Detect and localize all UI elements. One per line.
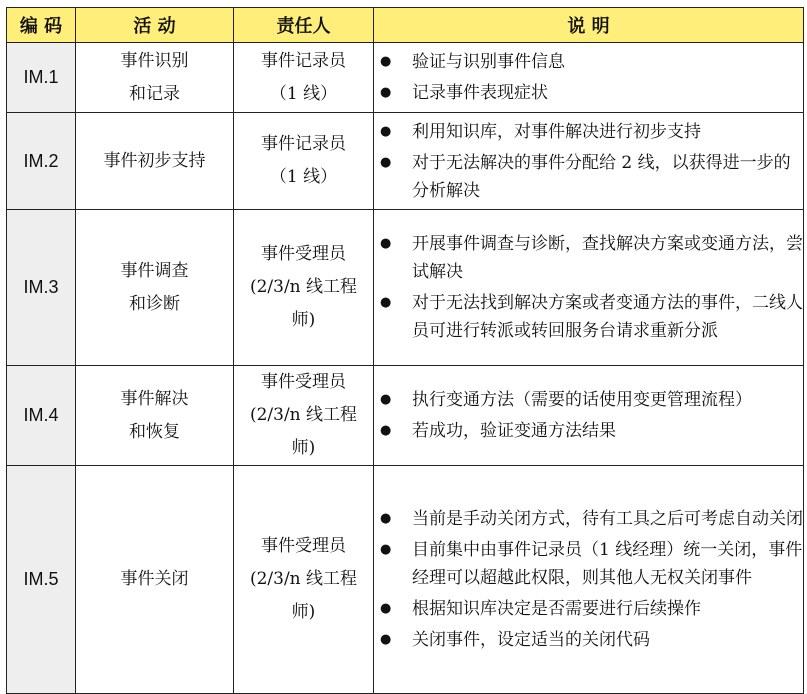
row-activity [76,43,234,113]
row-owner [234,466,374,694]
bullet-icon: ● [380,123,392,139]
bullet-icon: ● [380,511,392,526]
owner-line: 事件记录员 [261,50,346,71]
bullet-item [374,417,803,445]
owner-line: (2/3/n 线工程 [249,569,358,589]
table-row [7,466,804,694]
row-description [374,43,804,113]
row-owner [234,43,374,113]
row-code: IM.2 [7,113,76,210]
row-code: IM.4 [7,366,76,466]
activity-line: 事件识别 [120,50,189,71]
bullet-item [374,505,803,533]
owner-line: 师) [291,602,316,622]
activity-line: 事件初步支持 [103,150,206,171]
owner-line: (2/3/n 线工程 [249,277,358,297]
bullet-item [374,79,803,107]
bullet-text: 根据知识库决定是否需要进行后续操作 [412,599,701,619]
bullet-item [374,386,803,414]
row-description [374,210,804,366]
bullet-icon: ● [380,392,392,407]
bullet-text: 目前集中由事件记录员（1 线经理）统一关闭，事件经理可以超越此权限，则其他人无权关闭事件 [412,540,803,588]
bullet-item [374,595,803,623]
row-code: IM.1 [7,43,76,113]
activity-line: 事件解决 [120,388,189,409]
row-activity [76,113,234,210]
bullet-item [374,536,803,592]
owner-line: 师) [291,438,316,458]
bullet-item [374,149,803,205]
owner-line: 事件记录员 [261,134,346,154]
bullet-icon: ● [380,423,392,438]
bullet-text: 验证与识别事件信息 [412,52,565,72]
owner-line: （1 线） [269,83,338,104]
row-activity [76,466,234,694]
header-activity: 活 动 [76,8,234,43]
table-row [7,43,804,113]
bullet-text: 关闭事件，设定适当的关闭代码 [412,630,650,650]
activity-line: 和记录 [129,83,180,104]
owner-line: 师) [291,310,316,330]
bullet-list [374,118,803,205]
bullet-text: 利用知识库，对事件解决进行初步支持 [412,121,701,142]
bullet-text: 记录事件表现症状 [412,83,548,103]
owner-line: （1 线） [269,167,338,187]
bullet-text: 当前是手动关闭方式，待有工具之后可考虑自动关闭 [412,509,803,529]
bullet-text: 对于无法解决的事件分配给 2 线，以获得进一步的分析解决 [412,152,791,201]
owner-line: 事件受理员 [261,244,346,264]
row-owner [234,366,374,466]
header-description: 说 明 [374,8,804,43]
row-description [374,113,804,210]
bullet-item [374,289,803,345]
activity-line: 事件关闭 [120,569,189,589]
activity-line: 和诊断 [129,293,180,314]
bullet-icon: ● [380,601,392,616]
bullet-icon: ● [380,295,392,310]
bullet-icon: ● [380,154,392,170]
bullet-icon: ● [380,236,392,251]
table-row [7,210,804,366]
bullet-text: 开展事件调查与诊断，查找解决方案或变通方法，尝试解决 [412,234,803,282]
row-code: IM.5 [7,466,76,694]
row-activity [76,366,234,466]
bullet-icon: ● [380,54,392,69]
activity-line: 事件调查 [120,260,189,281]
table-row [7,113,804,210]
owner-line: 事件受理员 [261,536,346,556]
activity-line: 和恢复 [129,421,180,442]
row-activity [76,210,234,366]
bullet-text: 对于无法找到解决方案或者变通方法的事件，二线人员可进行转派或转回服务台请求重新分派 [412,293,803,341]
row-description [374,366,804,466]
header-owner: 责任人 [234,8,374,43]
bullet-icon: ● [380,632,392,647]
owner-line: (2/3/n 线工程 [249,405,358,425]
incident-management-table [6,7,804,694]
bullet-text: 若成功，验证变通方法结果 [412,421,616,441]
bullet-list [374,230,803,345]
bullet-icon: ● [380,85,392,100]
bullet-item [374,118,803,146]
row-code: IM.3 [7,210,76,366]
bullet-item [374,626,803,654]
bullet-item [374,230,803,286]
row-owner [234,210,374,366]
bullet-text: 执行变通方法（需要的话使用变更管理流程） [412,390,752,410]
bullet-list [374,505,803,654]
owner-line: 事件受理员 [261,372,346,392]
table-row [7,366,804,466]
header-row [7,8,804,43]
bullet-list [374,48,803,107]
bullet-item [374,48,803,76]
row-owner [234,113,374,210]
header-code: 编 码 [7,8,76,43]
bullet-list [374,386,803,445]
row-description [374,466,804,694]
bullet-icon: ● [380,542,392,557]
